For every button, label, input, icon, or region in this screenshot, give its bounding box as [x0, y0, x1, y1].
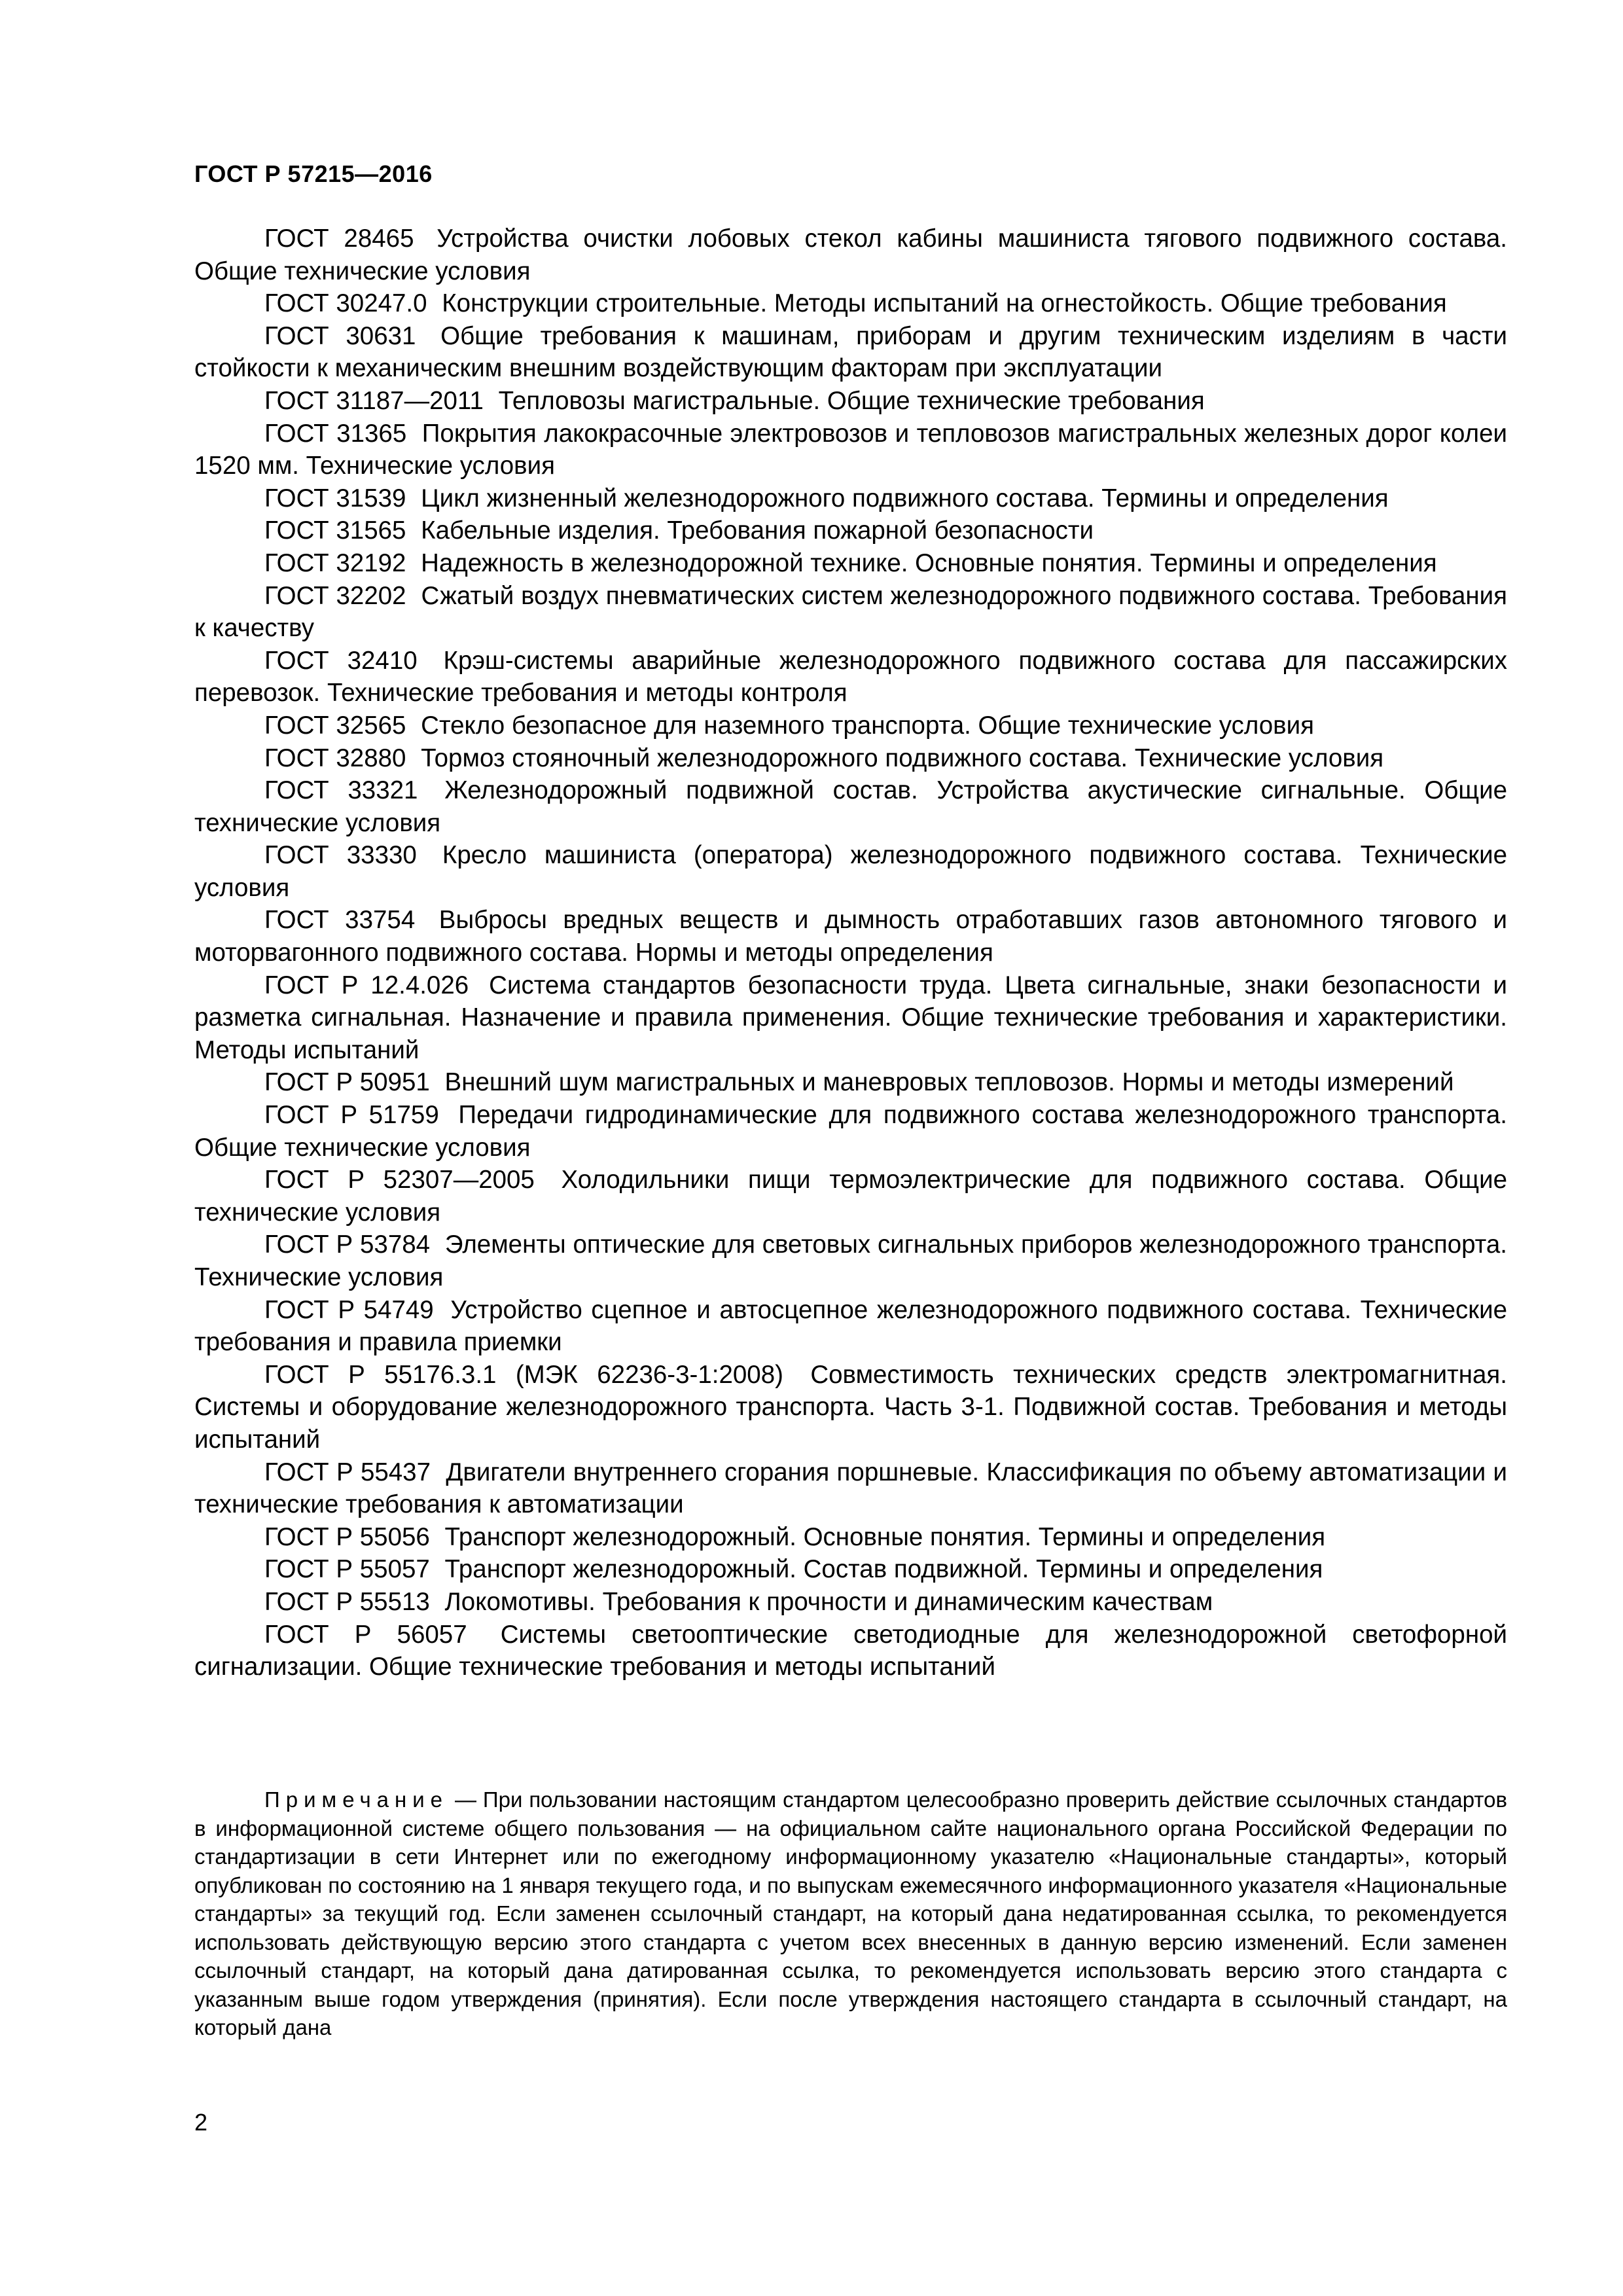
reference-title: Покрытия лакокрасочные электровозов и тепловозов магистральных железных дорог колеи 1520 мм. Технические условия — [194, 419, 1507, 480]
reference-title: Передачи гидродинамические для подвижного состава железнодорожного транспорта. Общие технические условия — [194, 1101, 1507, 1162]
reference-entry — [194, 709, 1507, 742]
reference-entry — [194, 1553, 1507, 1586]
reference-title: Совместимость технических средств электромагнитная. Системы и оборудование железнодорожного транспорта. Часть 3-1. Подвижной состав. Требования и методы испытаний — [194, 1360, 1507, 1454]
reference-entry — [194, 1066, 1507, 1099]
reference-code: ГОСТ 32565 — [264, 711, 406, 740]
reference-title: Надежность в железнодорожной технике. Основные понятия. Термины и определения — [421, 548, 1437, 577]
reference-entry — [194, 1359, 1507, 1456]
reference-entry — [194, 287, 1507, 320]
reference-entry — [194, 645, 1507, 709]
reference-code: ГОСТ 32202 — [264, 581, 406, 610]
reference-title: Система стандартов безопасности труда. Цвета сигнальные, знаки безопасности и разметка сигнальная. Назначение и правила применения. Общие технические требования и характеристики. Методы испытаний — [194, 971, 1507, 1064]
reference-title: Крэш-системы аварийные железнодорожного подвижного состава для пассажирских перевозок. Технические требования и методы контроля — [194, 646, 1507, 708]
reference-code: ГОСТ 31565 — [264, 516, 406, 545]
reference-title: Тепловозы магистральные. Общие технические требования — [498, 386, 1205, 415]
reference-title: Холодильники пищи термоэлектрические для подвижного состава. Общие технические условия — [194, 1166, 1507, 1227]
reference-entry — [194, 839, 1507, 904]
reference-entry — [194, 482, 1507, 515]
reference-entry — [194, 547, 1507, 580]
normative-references-list — [194, 223, 1507, 1683]
reference-code: ГОСТ 31365 — [264, 419, 407, 448]
reference-entry — [194, 1229, 1507, 1293]
reference-code: ГОСТ Р 54749 — [264, 1295, 434, 1324]
reference-code: ГОСТ Р 55513 — [264, 1587, 430, 1616]
reference-entry — [194, 969, 1507, 1067]
reference-entry — [194, 904, 1507, 969]
reference-title: Транспорт железнодорожный. Основные понятия. Термины и определения — [444, 1522, 1326, 1551]
note-paragraph — [194, 1785, 1507, 2042]
reference-entry — [194, 742, 1507, 775]
reference-entry — [194, 774, 1507, 839]
reference-title: Стекло безопасное для наземного транспорта. Общие технические условия — [421, 711, 1314, 740]
reference-code: ГОСТ 33754 — [264, 906, 416, 935]
reference-code: ГОСТ Р 50951 — [264, 1068, 430, 1097]
reference-code: ГОСТ Р 55056 — [264, 1522, 430, 1551]
reference-title: Сжатый воздух пневматических систем железнодорожного подвижного состава. Требования к качеству — [194, 581, 1507, 643]
reference-entry — [194, 1521, 1507, 1554]
reference-code: ГОСТ Р 55437 — [264, 1458, 431, 1486]
reference-code: ГОСТ Р 56057 — [264, 1620, 467, 1649]
reference-entry — [194, 1456, 1507, 1521]
reference-code: ГОСТ 28465 — [264, 224, 414, 253]
reference-code: ГОСТ 31539 — [264, 484, 406, 512]
reference-code: ГОСТ 32880 — [264, 744, 406, 772]
reference-code: ГОСТ 32192 — [264, 548, 406, 577]
reference-code: ГОСТ Р 52307—2005 — [264, 1166, 535, 1194]
reference-code: ГОСТ 30247.0 — [264, 289, 427, 318]
reference-title: Общие требования к машинам, приборам и другим техническим изделиям в части стойкости к механическим внешним воздействующим факторам при эксплуатации — [194, 321, 1507, 383]
reference-title: Конструкции строительные. Методы испытаний на огнестойкость. Общие требования — [442, 289, 1447, 318]
reference-code: ГОСТ 33330 — [264, 841, 417, 870]
reference-title: Железнодорожный подвижной состав. Устройства акустические сигнальные. Общие технические условия — [194, 776, 1508, 837]
reference-entry — [194, 418, 1507, 482]
reference-entry — [194, 1619, 1507, 1683]
reference-title: Внешний шум магистральных и маневровых тепловозов. Нормы и методы измерений — [444, 1068, 1454, 1097]
reference-title: Элементы оптические для световых сигнальных приборов железнодорожного транспорта. Технические условия — [194, 1230, 1507, 1291]
reference-code: ГОСТ Р 53784 — [264, 1230, 431, 1259]
reference-code: ГОСТ 31187—2011 — [264, 386, 484, 415]
reference-code: ГОСТ Р 55176.3.1 (МЭК 62236-3-1:2008) — [264, 1360, 783, 1389]
reference-title: Цикл жизненный железнодорожного подвижного состава. Термины и определения — [421, 484, 1389, 512]
reference-code: ГОСТ 33321 — [264, 776, 418, 805]
document-header: ГОСТ Р 57215—2016 — [194, 160, 433, 187]
note-label: Примечание — [264, 1787, 449, 1812]
reference-entry — [194, 1164, 1507, 1229]
reference-title: Устройства очистки лобовых стекол кабины машиниста тягового подвижного состава. Общие технические условия — [194, 224, 1508, 285]
reference-code: ГОСТ Р 55057 — [264, 1555, 430, 1584]
reference-title: Транспорт железнодорожный. Состав подвижной. Термины и определения — [444, 1555, 1323, 1584]
reference-title: Локомотивы. Требования к прочности и динамическим качествам — [444, 1587, 1213, 1616]
reference-code: ГОСТ 30631 — [264, 321, 416, 350]
reference-code: ГОСТ Р 51759 — [264, 1101, 439, 1130]
reference-title: Тормоз стояночный железнодорожного подвижного состава. Технические условия — [421, 744, 1384, 772]
reference-entry — [194, 580, 1507, 645]
note-text: — При пользовании настоящим стандартом целесообразно проверить действие ссылочных стандартов в информационной системе общего пользования — на официальном сайте национального органа Российской Федерации по стандартизации в сети Интернет или по ежегодному информационному указателю «Национальные стандарты», который опубликован по состоянию на 1 января текущего года, и по выпускам ежемесячного информационного указателя «Национальные стандарты» за текущий год. Если заменен ссылочный стандарт, на который дана недатированная ссылка, то рекомендуется использовать действующую версию этого стандарта с учетом всех внесенных в данную версию изменений. Если заменен ссылочный стандарт, на который дана датированная ссылка, то рекомендуется использовать версию этого стандарта с указанным выше годом утверждения (принятия). Если после утверждения настоящего стандарта в ссылочный стандарт, на который дана — [194, 1787, 1507, 2039]
reference-entry — [194, 514, 1507, 547]
reference-title: Двигатели внутреннего сгорания поршневые. Классификация по объему автоматизации и технические требования к автоматизации — [194, 1458, 1508, 1519]
reference-entry — [194, 1294, 1507, 1359]
reference-title: Кабельные изделия. Требования пожарной безопасности — [421, 516, 1094, 545]
reference-entry — [194, 320, 1507, 385]
reference-title: Устройство сцепное и автосцепное железнодорожного подвижного состава. Технические требования и правила приемки — [194, 1295, 1507, 1357]
reference-code: ГОСТ 32410 — [264, 646, 418, 675]
reference-entry — [194, 223, 1507, 287]
reference-code: ГОСТ Р 12.4.026 — [264, 971, 469, 999]
reference-title: Выбросы вредных веществ и дымность отработавших газов автономного тягового и моторвагонного подвижного состава. Нормы и методы определения — [194, 906, 1508, 967]
reference-title: Кресло машиниста (оператора) железнодорожного подвижного состава. Технические условия — [194, 841, 1507, 902]
reference-entry — [194, 1099, 1507, 1164]
reference-entry — [194, 385, 1507, 418]
reference-entry — [194, 1586, 1507, 1619]
reference-title: Системы светооптические светодиодные для железнодорожной светофорной сигнализации. Общие технические требования и методы испытаний — [194, 1620, 1507, 1681]
page-number: 2 — [194, 2109, 208, 2136]
